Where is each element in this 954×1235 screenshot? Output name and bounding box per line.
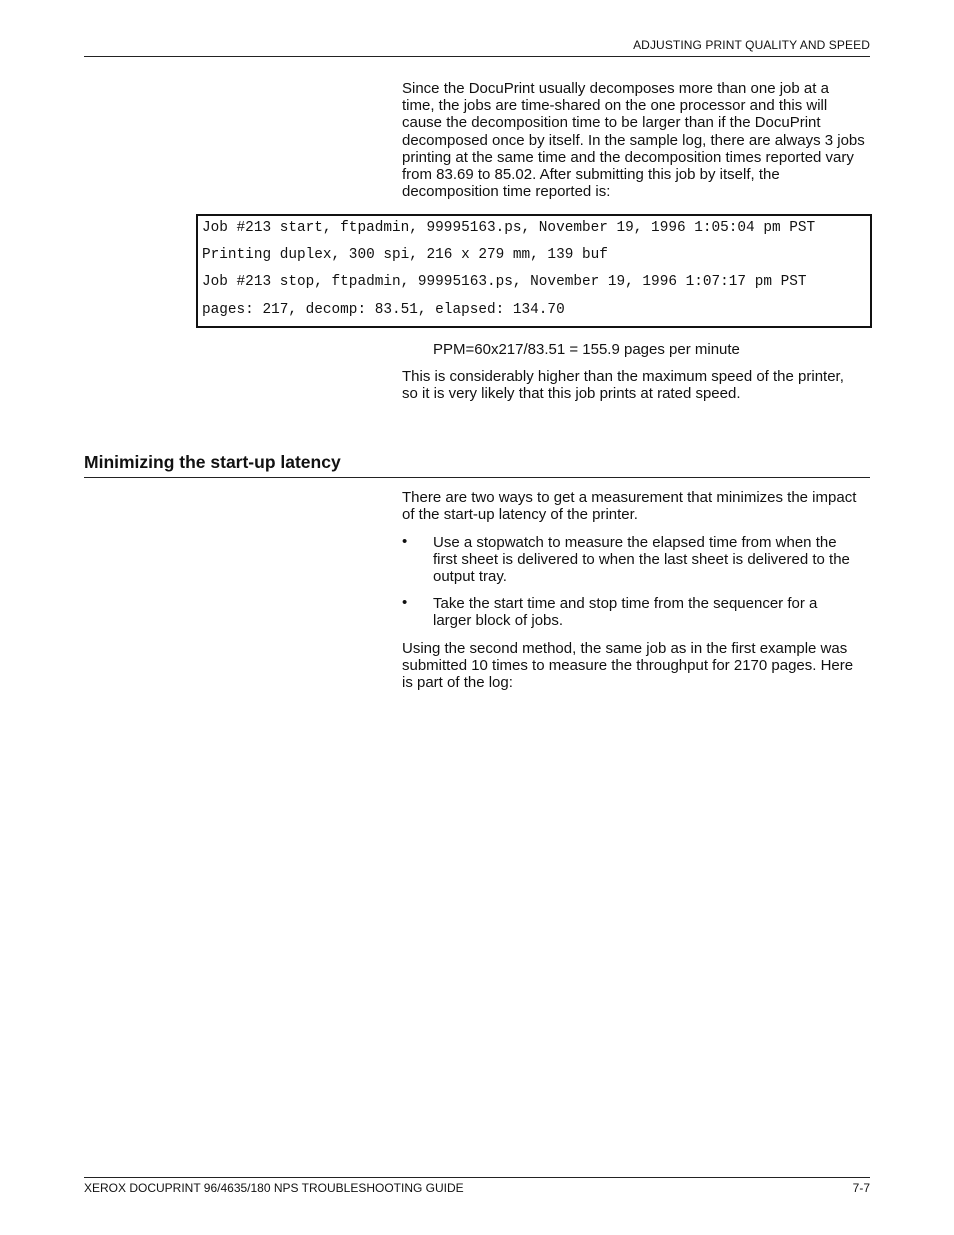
log-line: pages: 217, decomp: 83.51, elapsed: 134.70	[202, 302, 565, 318]
conclusion-paragraph	[402, 368, 870, 402]
text-line: from 83.69 to 85.02. After submitting this job by itself, the	[402, 166, 780, 184]
bullet-text	[433, 595, 870, 629]
intro-paragraph	[402, 80, 870, 200]
text-line: This is considerably higher than the maximum speed of the printer,	[402, 368, 844, 385]
text-line: of the start-up latency of the printer.	[402, 506, 638, 524]
text-line: is part of the log:	[402, 674, 513, 692]
text-line: Use a stopwatch to measure the elapsed time from when the	[433, 534, 837, 551]
text-line: decomposition time reported is:	[402, 183, 611, 201]
text-line: Since the DocuPrint usually decomposes more than one job at a	[402, 80, 829, 97]
text-line: first sheet is delivered to when the last sheet is delivered to the	[433, 551, 850, 569]
bullet-icon: •	[402, 594, 408, 611]
text-line: Using the second method, the same job as in the first example was	[402, 640, 848, 657]
bullet-text	[433, 534, 870, 586]
text-line: Take the start time and stop time from the sequencer for a	[433, 595, 818, 612]
section-intro-paragraph	[402, 489, 870, 523]
text-line: decomposed once by itself. In the sample log, there are always 3 jobs	[402, 131, 865, 149]
text-line: time, the jobs are time-shared on the one processor and this will	[402, 97, 828, 115]
log-line: Printing duplex, 300 spi, 216 x 279 mm, 139 buf	[202, 247, 608, 263]
section-heading: Minimizing the start-up latency	[84, 452, 341, 472]
text-line: There are two ways to get a measurement that minimizes the impact	[402, 489, 857, 506]
text-line: output tray.	[433, 568, 507, 586]
log-line: Job #213 stop, ftpadmin, 99995163.ps, November 19, 1996 1:07:17 pm PST	[202, 274, 807, 290]
log-line: Job #213 start, ftpadmin, 99995163.ps, November 19, 1996 1:05:04 pm PST	[202, 220, 816, 236]
text-line: printing at the same time and the decomposition times reported vary	[402, 148, 854, 166]
bullet-icon: •	[402, 533, 408, 550]
header-rule	[84, 56, 870, 57]
text-line: so it is very likely that this job prints at rated speed.	[402, 385, 741, 403]
text-line: cause the decomposition time to be larger than if the DocuPrint	[402, 114, 821, 132]
ppm-formula: PPM=60x217/83.51 = 155.9 pages per minute	[433, 341, 740, 358]
text-line: larger block of jobs.	[433, 612, 564, 630]
text-line: submitted 10 times to measure the throughput for 2170 pages. Here	[402, 657, 854, 675]
footer-guide-title: XEROX DOCUPRINT 96/4635/180 NPS TROUBLESHOOTING GUIDE	[84, 1181, 464, 1195]
page-number: 7-7	[852, 1181, 870, 1195]
running-header: ADJUSTING PRINT QUALITY AND SPEED	[633, 38, 870, 52]
section-rule	[84, 477, 870, 478]
closing-paragraph	[402, 640, 870, 692]
job-log-box	[196, 214, 872, 328]
footer-rule	[84, 1177, 870, 1178]
